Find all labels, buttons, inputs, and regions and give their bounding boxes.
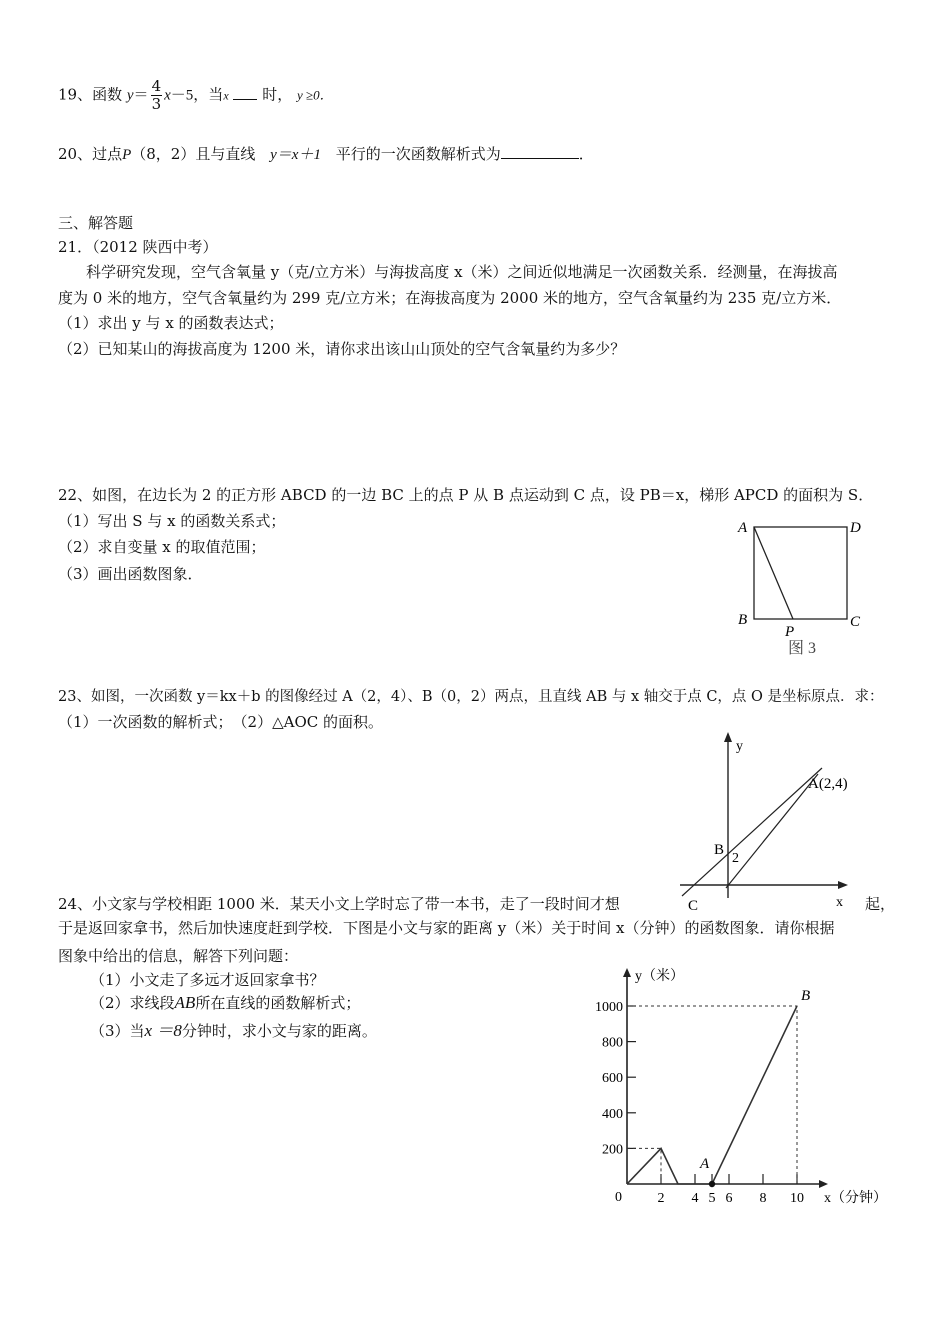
chart-y-tick-label: 200: [602, 1142, 623, 1158]
label-b-point: B: [714, 842, 725, 858]
chart-x-tick-label: 2: [657, 1191, 665, 1206]
chart-x-label: x（分钟）: [824, 1191, 887, 1206]
q22-stem: 22、如图，在边长为 2 的正方形 ABCD 的一边 BC 上的点 P 从 B 点运动到 C 点，设 PB＝x，梯形 APCD 的面积为 S．: [58, 486, 874, 504]
q24-line-2: 于是返回家拿书，然后加快速度赶到学校．下图是小文与家的距离 y（米）关于时间 x（分钟）的函数图象．请你根据: [58, 919, 835, 937]
line-ab: [682, 768, 822, 896]
chart-x-tick-label: 5: [708, 1191, 716, 1206]
chart-point-dot: [709, 1181, 715, 1187]
chart-point-label: A: [700, 1156, 710, 1172]
q24-part-3: （3）当x ＝8分钟时，求小文与家的距离。: [90, 1021, 377, 1040]
distance-time-chart: [585, 960, 905, 1210]
y-arrow: [724, 732, 732, 742]
label-two: 2: [732, 851, 739, 866]
label-a: A: [738, 520, 748, 536]
chart-y-tick-label: 800: [602, 1035, 623, 1051]
q22-part-2: （2）求自变量 x 的取值范围；: [58, 538, 266, 556]
line-oa: [726, 774, 818, 888]
q21-part-2: （2）已知某山的海拔高度为 1200 米，请你求出该山山顶处的空气含氧量约为多少？: [58, 340, 626, 358]
figure-caption: 图 3: [788, 640, 817, 657]
q24-line-3: 图象中给出的信息，解答下列问题：: [58, 947, 299, 965]
label-c-point: C: [688, 898, 699, 910]
label-y: y: [736, 739, 743, 754]
q20: 20、过点P（8，2）且与直线 y＝x＋1 平行的一次函数解析式为 ．: [58, 145, 594, 163]
chart-series-line: [627, 1006, 797, 1184]
q24-line-1: 24、小文家与学校相距 1000 米．某天小文上学时忘了带一本书，走了一段时间才想: [58, 895, 620, 913]
x-arrow: [838, 881, 848, 889]
chart-x-tick-label: 10: [790, 1191, 804, 1206]
q24-line-1-end: 起，: [865, 895, 896, 913]
section-title: 三、解答题: [58, 214, 134, 232]
q21-part-1: （1）求出 y 与 x 的函数表达式；: [58, 314, 284, 332]
line-figure: [670, 730, 860, 910]
q19-y: y: [126, 87, 134, 104]
q23-parts: （1）一次函数的解析式； （2）△AOC 的面积。: [58, 713, 383, 731]
label-b: B: [738, 612, 748, 628]
q22-part-1: （1）写出 S 与 x 的函数关系式；: [58, 512, 286, 530]
chart-x-arrow: [819, 1180, 828, 1188]
square-abcd: [754, 527, 847, 619]
q24-part-1: （1）小文走了多远才返回家拿书？: [90, 971, 325, 989]
label-d: D: [850, 520, 861, 536]
label-c: C: [850, 614, 861, 630]
segment-ap: [754, 527, 793, 619]
label-a-point: A(2,4): [808, 776, 848, 792]
q21-head: 21．（2012 陕西中考）: [58, 238, 218, 256]
q21-body-2: 度为 0 米的地方，空气含氧量约为 299 克/立方米；在海拔高度为 2000 米的地方，空气含氧量约为 235 克/立方米．: [58, 289, 842, 307]
chart-x-tick-label: 4: [691, 1191, 699, 1206]
q24-part-2: （2）求线段AB所在直线的函数解析式；: [90, 993, 361, 1012]
chart-origin-label: 0: [615, 1190, 622, 1205]
q19: 19、函数 y＝ $\frac{4}{3}$ x－5，当x 时， y ≥0．: [58, 77, 333, 113]
label-x: x: [836, 895, 843, 910]
chart-x-tick-label: 6: [725, 1191, 733, 1206]
q21-body-1: 科学研究发现，空气含氧量 y（克/立方米）与海拔高度 x（米）之间近似地满足一次函数关系．经测量，在海拔高: [86, 263, 838, 281]
chart-y-arrow: [623, 968, 631, 977]
chart-y-tick-label: 400: [602, 1106, 623, 1122]
q20-blank[interactable]: [501, 158, 579, 159]
fraction-4-3: $\frac{4}{3}$: [151, 77, 162, 113]
chart-point-label: B: [801, 988, 811, 1004]
chart-y-label: y（米）: [635, 969, 684, 984]
q22-part-3: （3）画出函数图象．: [58, 565, 203, 583]
label-p: P: [785, 624, 795, 640]
chart-x-tick-label: 8: [759, 1191, 767, 1206]
q23-stem: 23、如图，一次函数 y＝kx＋b 的图像经过 A（2，4）、B（0，2）两点，且直线 AB 与 x 轴交于点 C，点 O 是坐标原点．求：: [58, 689, 884, 705]
q19-blank[interactable]: [233, 99, 257, 100]
chart-y-tick-label: 600: [602, 1071, 623, 1087]
square-figure: [730, 512, 880, 662]
chart-y-tick-label: 1000: [595, 1000, 623, 1015]
